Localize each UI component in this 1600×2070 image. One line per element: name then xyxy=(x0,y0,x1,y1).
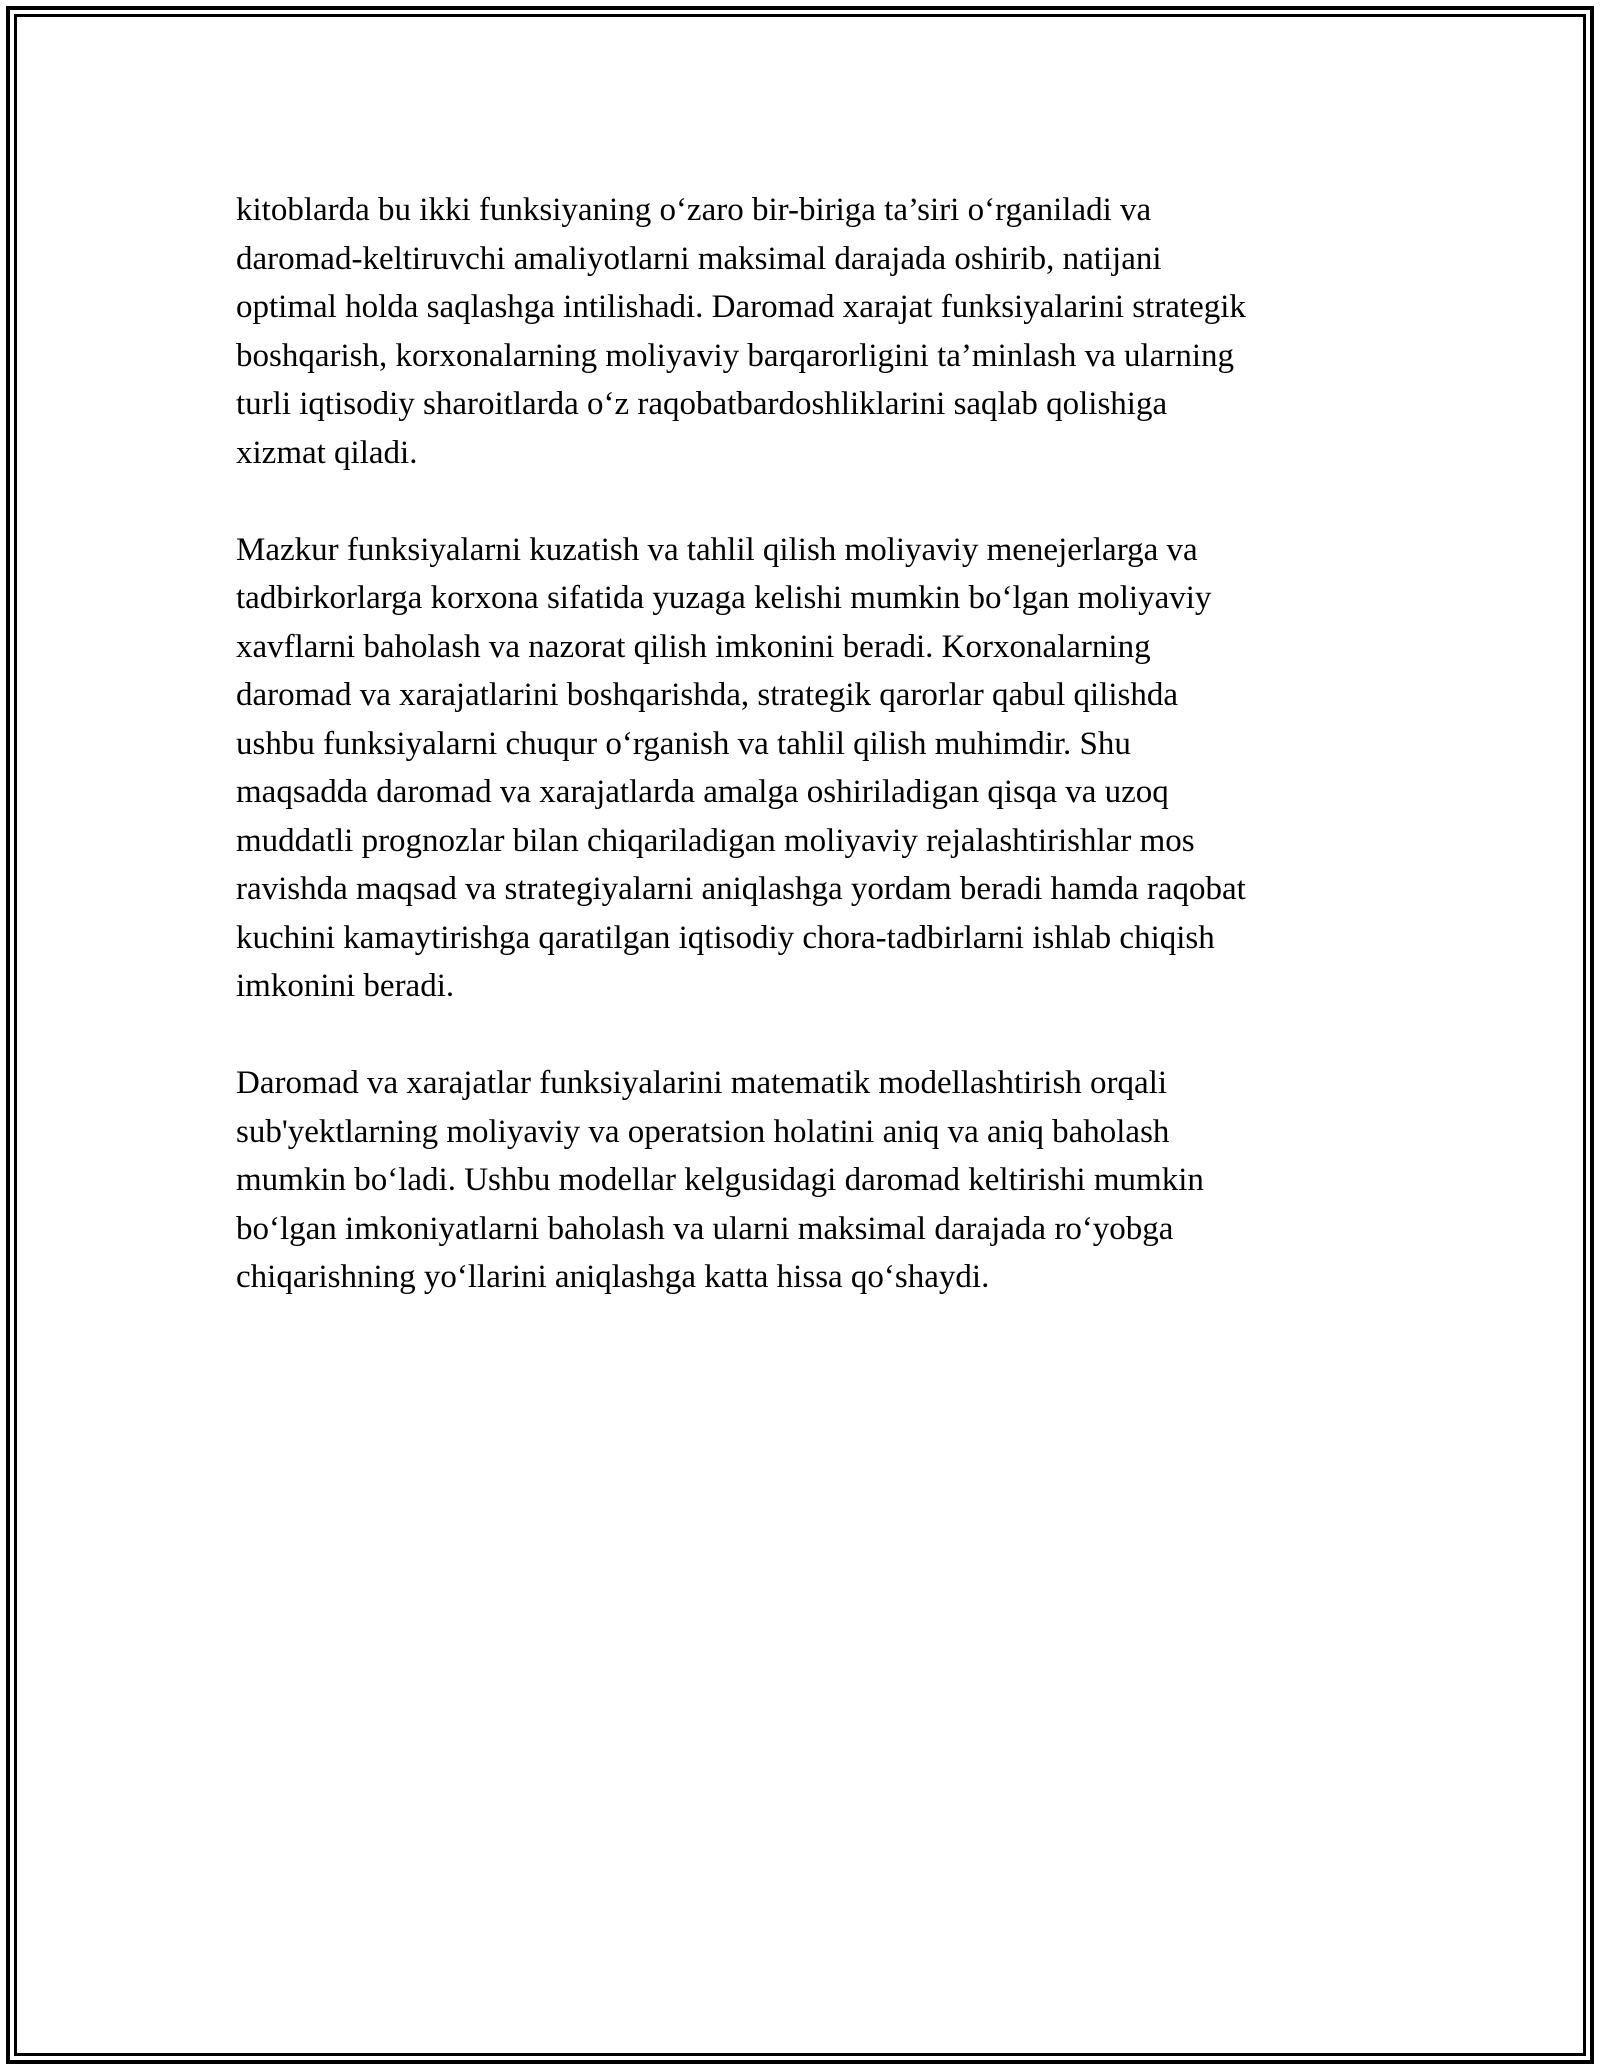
text-line: muddatli prognozlar bilan chiqariladigan moliyaviy rejalashtirishlar mos xyxy=(236,822,1195,859)
text-line: bo‘lgan imkoniyatlarni baholash va ularni maksimal darajada ro‘yobga xyxy=(236,1210,1174,1247)
paragraph-1 xyxy=(236,186,1366,477)
text-line: ravishda maqsad va strategiyalarni aniqlashga yordam beradi hamda raqobat xyxy=(236,871,1246,907)
paragraph-2 xyxy=(236,526,1366,1011)
text-line: optimal holda saqlashga intilishadi. Daromad xarajat funksiyalarini strategik xyxy=(236,289,1246,325)
text-line: Daromad va xarajatlar funksiyalarini matematik modellashtirish orqali xyxy=(236,1065,1168,1101)
text-line: maqsadda daromad va xarajatlarda amalga oshiriladigan qisqa va uzoq xyxy=(236,774,1169,810)
text-line: tadbirkorlarga korxona sifatida yuzaga kelishi mumkin bo‘lgan moliyaviy xyxy=(236,580,1212,616)
text-line: ushbu funksiyalarni chuqur o‘rganish va tahlil qilish muhimdir. Shu xyxy=(236,725,1131,762)
document-body xyxy=(236,186,1366,1350)
paragraph-3 xyxy=(236,1059,1366,1302)
text-line: imkonini beradi. xyxy=(236,968,455,1004)
text-line: kuchini kamaytirishga qaratilgan iqtisodiy chora-tadbirlarni ishlab chiqish xyxy=(236,919,1215,956)
text-line: mumkin bo‘ladi. Ushbu modellar kelgusidagi daromad keltirishi mumkin xyxy=(236,1162,1204,1198)
text-line: kitoblarda bu ikki funksiyaning o‘zaro bir-biriga ta’siri o‘rganiladi va xyxy=(236,192,1152,228)
text-line: sub'yektlarning moliyaviy va operatsion holatini aniq va aniq baholash xyxy=(236,1113,1170,1150)
text-line: daromad va xarajatlarini boshqarishda, strategik qarorlar qabul qilishda xyxy=(236,677,1179,713)
text-line: chiqarishning yo‘llarini aniqlashga katta hissa qo‘shaydi. xyxy=(236,1259,990,1295)
text-line: xavflarni baholash va nazorat qilish imkonini beradi. Korxonalarning xyxy=(236,628,1151,665)
text-line: Mazkur funksiyalarni kuzatish va tahlil qilish moliyaviy menejerlarga va xyxy=(236,531,1198,568)
text-line: xizmat qiladi. xyxy=(236,434,418,471)
text-line: daromad-keltiruvchi amaliyotlarni maksimal darajada oshirib, natijani xyxy=(236,240,1162,277)
text-line: turli iqtisodiy sharoitlarda o‘z raqobatbardoshliklarini saqlab qolishiga xyxy=(236,386,1168,422)
text-line: boshqarish, korxonalarning moliyaviy barqarorligini ta’minlash va ularning xyxy=(236,337,1235,374)
